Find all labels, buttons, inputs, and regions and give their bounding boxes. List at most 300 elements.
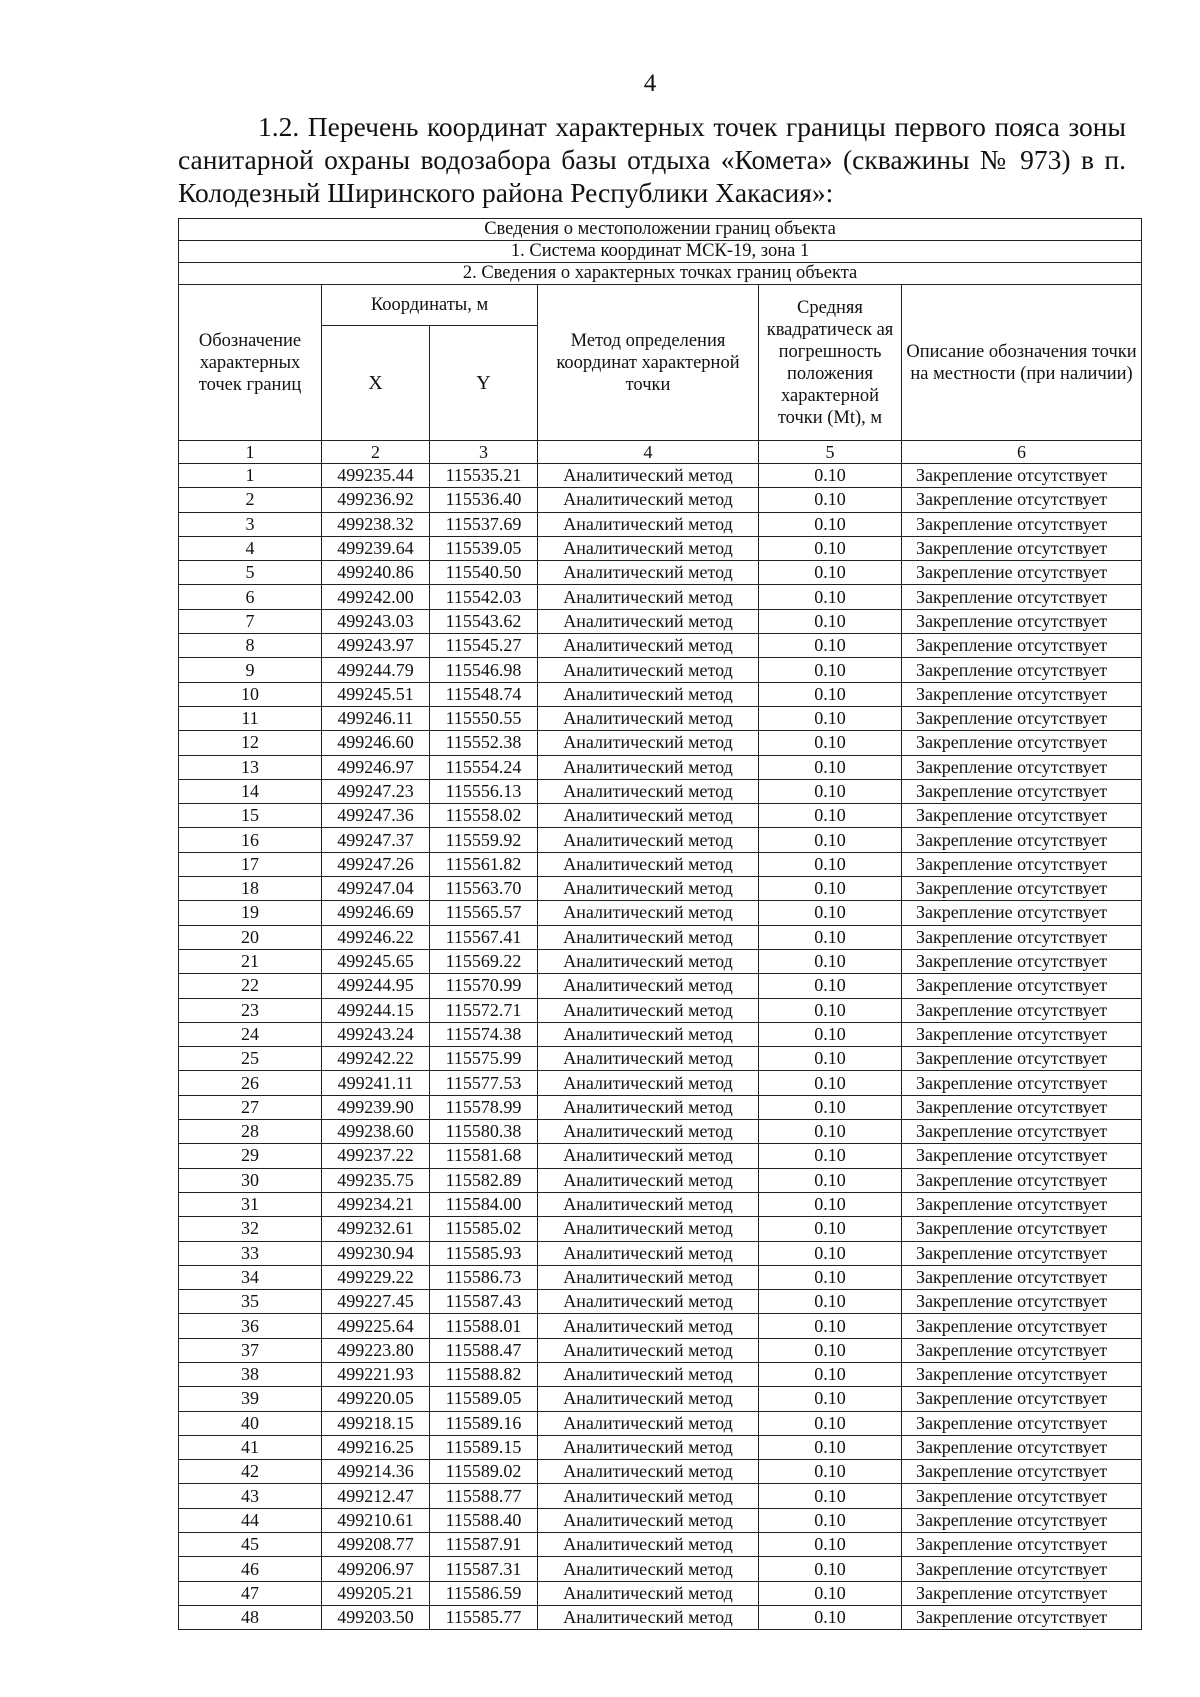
table-row: [179, 561, 1142, 585]
description-cell: Закрепление отсутствует: [902, 1290, 1142, 1314]
info-location-header: Сведения о местоположении границ объекта: [179, 219, 1142, 241]
heading-text: 1.2. Перечень координат характерных точек границы первого пояса зоны санитарной охраны водозабора базы отдыха «Комета» (скважины № 973) в п. Колодезный Ширинского района Республики Хакасия»:: [178, 111, 1126, 208]
table-row: [179, 464, 1142, 488]
method-cell: Аналитический метод: [538, 1241, 759, 1265]
description-cell: Закрепление отсутствует: [902, 1095, 1142, 1119]
y-coordinate-cell: 115586.59: [430, 1581, 538, 1605]
table-row: [179, 1192, 1142, 1216]
table-row: [179, 682, 1142, 706]
error-cell: 0.10: [759, 1411, 902, 1435]
description-cell: Закрепление отсутствует: [902, 1022, 1142, 1046]
method-cell: Аналитический метод: [538, 682, 759, 706]
method-cell: Аналитический метод: [538, 1581, 759, 1605]
table-row: [179, 1411, 1142, 1435]
point-number-cell: 18: [179, 877, 322, 901]
point-number-cell: 25: [179, 1047, 322, 1071]
table-row: [179, 1144, 1142, 1168]
error-cell: 0.10: [759, 1557, 902, 1581]
x-coordinate-cell: 499247.23: [322, 779, 430, 803]
x-coordinate-cell: 499235.75: [322, 1168, 430, 1192]
y-coordinate-cell: 115588.40: [430, 1508, 538, 1532]
method-cell: Аналитический метод: [538, 1144, 759, 1168]
y-coordinate-cell: 115587.43: [430, 1290, 538, 1314]
y-coordinate-cell: 115589.16: [430, 1411, 538, 1435]
document-heading: [178, 110, 1126, 209]
error-cell: 0.10: [759, 1192, 902, 1216]
y-coordinate-cell: 115587.31: [430, 1557, 538, 1581]
description-cell: Закрепление отсутствует: [902, 1120, 1142, 1144]
col-error-header: Средняя квадратическ ая погрешность положения характерной точки (Mt), м: [759, 285, 902, 441]
description-cell: Закрепление отсутствует: [902, 634, 1142, 658]
method-cell: Аналитический метод: [538, 804, 759, 828]
method-cell: Аналитический метод: [538, 706, 759, 730]
point-number-cell: 19: [179, 901, 322, 925]
info-coordinate-system: 1. Система координат МСК-19, зона 1: [179, 241, 1142, 263]
point-number-cell: 42: [179, 1460, 322, 1484]
table-row: [179, 1605, 1142, 1629]
method-cell: Аналитический метод: [538, 1362, 759, 1386]
description-cell: Закрепление отсутствует: [902, 925, 1142, 949]
x-coordinate-cell: 499247.36: [322, 804, 430, 828]
point-number-cell: 16: [179, 828, 322, 852]
error-cell: 0.10: [759, 731, 902, 755]
table-row: [179, 658, 1142, 682]
y-coordinate-cell: 115570.99: [430, 974, 538, 998]
point-number-cell: 6: [179, 585, 322, 609]
x-coordinate-cell: 499203.50: [322, 1605, 430, 1629]
method-cell: Аналитический метод: [538, 1605, 759, 1629]
y-coordinate-cell: 115561.82: [430, 852, 538, 876]
point-number-cell: 46: [179, 1557, 322, 1581]
x-coordinate-cell: 499205.21: [322, 1581, 430, 1605]
table-row: [179, 1095, 1142, 1119]
y-coordinate-cell: 115585.02: [430, 1217, 538, 1241]
method-cell: Аналитический метод: [538, 1022, 759, 1046]
error-cell: 0.10: [759, 706, 902, 730]
point-number-cell: 41: [179, 1435, 322, 1459]
description-cell: Закрепление отсутствует: [902, 1241, 1142, 1265]
y-coordinate-cell: 115543.62: [430, 609, 538, 633]
method-cell: Аналитический метод: [538, 609, 759, 633]
x-coordinate-cell: 499243.97: [322, 634, 430, 658]
method-cell: Аналитический метод: [538, 779, 759, 803]
method-cell: Аналитический метод: [538, 1484, 759, 1508]
table-row: [179, 609, 1142, 633]
error-cell: 0.10: [759, 901, 902, 925]
y-coordinate-cell: 115589.15: [430, 1435, 538, 1459]
point-number-cell: 10: [179, 682, 322, 706]
y-coordinate-cell: 115537.69: [430, 512, 538, 536]
description-cell: Закрепление отсутствует: [902, 1144, 1142, 1168]
x-coordinate-cell: 499229.22: [322, 1265, 430, 1289]
method-cell: Аналитический метод: [538, 949, 759, 973]
point-number-cell: 35: [179, 1290, 322, 1314]
description-cell: Закрепление отсутствует: [902, 1338, 1142, 1362]
description-cell: Закрепление отсутствует: [902, 1508, 1142, 1532]
point-number-cell: 14: [179, 779, 322, 803]
info-points-header: 2. Сведения о характерных точках границ объекта: [179, 263, 1142, 285]
description-cell: Закрепление отсутствует: [902, 1168, 1142, 1192]
error-cell: 0.10: [759, 1071, 902, 1095]
description-cell: Закрепление отсутствует: [902, 1217, 1142, 1241]
error-cell: 0.10: [759, 755, 902, 779]
point-number-cell: 23: [179, 998, 322, 1022]
table-row: [179, 1460, 1142, 1484]
error-cell: 0.10: [759, 1338, 902, 1362]
method-cell: Аналитический метод: [538, 1071, 759, 1095]
table-row: [179, 974, 1142, 998]
error-cell: 0.10: [759, 1314, 902, 1338]
x-coordinate-cell: 499216.25: [322, 1435, 430, 1459]
col-number: 4: [538, 441, 759, 464]
error-cell: 0.10: [759, 1605, 902, 1629]
point-number-cell: 39: [179, 1387, 322, 1411]
method-cell: Аналитический метод: [538, 1557, 759, 1581]
error-cell: 0.10: [759, 1168, 902, 1192]
y-coordinate-cell: 115588.47: [430, 1338, 538, 1362]
y-coordinate-cell: 115559.92: [430, 828, 538, 852]
error-cell: 0.10: [759, 682, 902, 706]
method-cell: Аналитический метод: [538, 1168, 759, 1192]
error-cell: 0.10: [759, 1460, 902, 1484]
x-coordinate-cell: 499245.65: [322, 949, 430, 973]
table-row: [179, 1338, 1142, 1362]
error-cell: 0.10: [759, 658, 902, 682]
error-cell: 0.10: [759, 1508, 902, 1532]
point-number-cell: 21: [179, 949, 322, 973]
y-coordinate-cell: 115567.41: [430, 925, 538, 949]
method-cell: Аналитический метод: [538, 488, 759, 512]
x-coordinate-cell: 499218.15: [322, 1411, 430, 1435]
y-coordinate-cell: 115588.01: [430, 1314, 538, 1338]
method-cell: Аналитический метод: [538, 998, 759, 1022]
y-coordinate-cell: 115574.38: [430, 1022, 538, 1046]
table-row: [179, 779, 1142, 803]
col-number: 6: [902, 441, 1142, 464]
x-coordinate-cell: 499214.36: [322, 1460, 430, 1484]
table-row: [179, 1484, 1142, 1508]
error-cell: 0.10: [759, 1120, 902, 1144]
x-coordinate-cell: 499236.92: [322, 488, 430, 512]
col-coords-header: Координаты, м: [322, 285, 538, 326]
error-cell: 0.10: [759, 1095, 902, 1119]
x-coordinate-cell: 499243.24: [322, 1022, 430, 1046]
description-cell: Закрепление отсутствует: [902, 1460, 1142, 1484]
y-coordinate-cell: 115563.70: [430, 877, 538, 901]
description-cell: Закрепление отсутствует: [902, 1533, 1142, 1557]
y-coordinate-cell: 115552.38: [430, 731, 538, 755]
x-coordinate-cell: 499223.80: [322, 1338, 430, 1362]
description-cell: Закрепление отсутствует: [902, 464, 1142, 488]
col-number: 5: [759, 441, 902, 464]
method-cell: Аналитический метод: [538, 755, 759, 779]
method-cell: Аналитический метод: [538, 877, 759, 901]
method-cell: Аналитический метод: [538, 536, 759, 560]
y-coordinate-cell: 115542.03: [430, 585, 538, 609]
method-cell: Аналитический метод: [538, 1290, 759, 1314]
x-coordinate-cell: 499208.77: [322, 1533, 430, 1557]
x-coordinate-cell: 499246.11: [322, 706, 430, 730]
error-cell: 0.10: [759, 1290, 902, 1314]
method-cell: Аналитический метод: [538, 585, 759, 609]
description-cell: Закрепление отсутствует: [902, 852, 1142, 876]
error-cell: 0.10: [759, 852, 902, 876]
method-cell: Аналитический метод: [538, 1217, 759, 1241]
col-number: 2: [322, 441, 430, 464]
point-number-cell: 30: [179, 1168, 322, 1192]
y-coordinate-cell: 115580.38: [430, 1120, 538, 1144]
method-cell: Аналитический метод: [538, 658, 759, 682]
x-coordinate-cell: 499206.97: [322, 1557, 430, 1581]
description-cell: Закрепление отсутствует: [902, 779, 1142, 803]
method-cell: Аналитический метод: [538, 1314, 759, 1338]
error-cell: 0.10: [759, 1387, 902, 1411]
coordinates-table: [178, 218, 1142, 1630]
description-cell: Закрепление отсутствует: [902, 1435, 1142, 1459]
y-coordinate-cell: 115589.05: [430, 1387, 538, 1411]
table-row: [179, 852, 1142, 876]
x-coordinate-cell: 499225.64: [322, 1314, 430, 1338]
x-coordinate-cell: 499242.00: [322, 585, 430, 609]
description-cell: Закрепление отсутствует: [902, 512, 1142, 536]
point-number-cell: 38: [179, 1362, 322, 1386]
x-coordinate-cell: 499245.51: [322, 682, 430, 706]
x-coordinate-cell: 499239.90: [322, 1095, 430, 1119]
x-coordinate-cell: 499244.95: [322, 974, 430, 998]
col-desc-header: Описание обозначения точки на местности (при наличии): [902, 285, 1142, 441]
method-cell: Аналитический метод: [538, 1338, 759, 1362]
description-cell: Закрепление отсутствует: [902, 536, 1142, 560]
table-row: [179, 925, 1142, 949]
description-cell: Закрепление отсутствует: [902, 585, 1142, 609]
point-number-cell: 24: [179, 1022, 322, 1046]
point-number-cell: 29: [179, 1144, 322, 1168]
x-coordinate-cell: 499241.11: [322, 1071, 430, 1095]
x-coordinate-cell: 499210.61: [322, 1508, 430, 1532]
y-coordinate-cell: 115581.68: [430, 1144, 538, 1168]
x-coordinate-cell: 499246.97: [322, 755, 430, 779]
description-cell: Закрепление отсутствует: [902, 1192, 1142, 1216]
error-cell: 0.10: [759, 1217, 902, 1241]
x-coordinate-cell: 499232.61: [322, 1217, 430, 1241]
error-cell: 0.10: [759, 1362, 902, 1386]
method-cell: Аналитический метод: [538, 1533, 759, 1557]
error-cell: 0.10: [759, 488, 902, 512]
y-coordinate-cell: 115575.99: [430, 1047, 538, 1071]
method-cell: Аналитический метод: [538, 828, 759, 852]
error-cell: 0.10: [759, 585, 902, 609]
point-number-cell: 45: [179, 1533, 322, 1557]
table-row: [179, 1217, 1142, 1241]
col-y-header: Y: [430, 326, 538, 441]
description-cell: Закрепление отсутствует: [902, 1071, 1142, 1095]
table-row: [179, 1120, 1142, 1144]
y-coordinate-cell: 115585.93: [430, 1241, 538, 1265]
y-coordinate-cell: 115578.99: [430, 1095, 538, 1119]
x-coordinate-cell: 499246.22: [322, 925, 430, 949]
table-row: [179, 1168, 1142, 1192]
point-number-cell: 22: [179, 974, 322, 998]
method-cell: Аналитический метод: [538, 901, 759, 925]
table-row: [179, 998, 1142, 1022]
description-cell: Закрепление отсутствует: [902, 1314, 1142, 1338]
y-coordinate-cell: 115582.89: [430, 1168, 538, 1192]
x-coordinate-cell: 499243.03: [322, 609, 430, 633]
page-number: 4: [643, 70, 657, 97]
col-designation-header: Обозначение характерных точек границ: [179, 285, 322, 441]
description-cell: Закрепление отсутствует: [902, 901, 1142, 925]
error-cell: 0.10: [759, 609, 902, 633]
method-cell: Аналитический метод: [538, 1508, 759, 1532]
table-row: [179, 1022, 1142, 1046]
col-x-header: X: [322, 326, 430, 441]
method-cell: Аналитический метод: [538, 1047, 759, 1071]
point-number-cell: 12: [179, 731, 322, 755]
method-cell: Аналитический метод: [538, 974, 759, 998]
x-coordinate-cell: 499242.22: [322, 1047, 430, 1071]
description-cell: Закрепление отсутствует: [902, 877, 1142, 901]
point-number-cell: 32: [179, 1217, 322, 1241]
y-coordinate-cell: 115535.21: [430, 464, 538, 488]
point-number-cell: 2: [179, 488, 322, 512]
table-row: [179, 488, 1142, 512]
description-cell: Закрепление отсутствует: [902, 682, 1142, 706]
table-row: [179, 1290, 1142, 1314]
point-number-cell: 37: [179, 1338, 322, 1362]
x-coordinate-cell: 499234.21: [322, 1192, 430, 1216]
table-row: [179, 1047, 1142, 1071]
error-cell: 0.10: [759, 464, 902, 488]
point-number-cell: 15: [179, 804, 322, 828]
description-cell: Закрепление отсутствует: [902, 998, 1142, 1022]
table-row: [179, 1581, 1142, 1605]
description-cell: Закрепление отсутствует: [902, 1411, 1142, 1435]
x-coordinate-cell: 499220.05: [322, 1387, 430, 1411]
description-cell: Закрепление отсутствует: [902, 706, 1142, 730]
error-cell: 0.10: [759, 804, 902, 828]
description-cell: Закрепление отсутствует: [902, 804, 1142, 828]
col-method-header: Метод определения координат характерной точки: [538, 285, 759, 441]
x-coordinate-cell: 499247.26: [322, 852, 430, 876]
table-row: [179, 634, 1142, 658]
y-coordinate-cell: 115540.50: [430, 561, 538, 585]
error-cell: 0.10: [759, 1144, 902, 1168]
table-row: [179, 1508, 1142, 1532]
description-cell: Закрепление отсутствует: [902, 974, 1142, 998]
x-coordinate-cell: 499212.47: [322, 1484, 430, 1508]
y-coordinate-cell: 115539.05: [430, 536, 538, 560]
method-cell: Аналитический метод: [538, 1411, 759, 1435]
error-cell: 0.10: [759, 1581, 902, 1605]
x-coordinate-cell: 499247.37: [322, 828, 430, 852]
point-number-cell: 28: [179, 1120, 322, 1144]
x-coordinate-cell: 499238.32: [322, 512, 430, 536]
point-number-cell: 43: [179, 1484, 322, 1508]
error-cell: 0.10: [759, 1022, 902, 1046]
point-number-cell: 17: [179, 852, 322, 876]
x-coordinate-cell: 499244.79: [322, 658, 430, 682]
error-cell: 0.10: [759, 949, 902, 973]
table-row: [179, 804, 1142, 828]
x-coordinate-cell: 499221.93: [322, 1362, 430, 1386]
method-cell: Аналитический метод: [538, 852, 759, 876]
error-cell: 0.10: [759, 828, 902, 852]
y-coordinate-cell: 115554.24: [430, 755, 538, 779]
error-cell: 0.10: [759, 1435, 902, 1459]
y-coordinate-cell: 115584.00: [430, 1192, 538, 1216]
error-cell: 0.10: [759, 512, 902, 536]
description-cell: Закрепление отсутствует: [902, 1387, 1142, 1411]
y-coordinate-cell: 115550.55: [430, 706, 538, 730]
table-row: [179, 949, 1142, 973]
point-number-cell: 27: [179, 1095, 322, 1119]
description-cell: Закрепление отсутствует: [902, 1047, 1142, 1071]
description-cell: Закрепление отсутствует: [902, 1362, 1142, 1386]
description-cell: Закрепление отсутствует: [902, 949, 1142, 973]
table-row: [179, 1071, 1142, 1095]
y-coordinate-cell: 115588.77: [430, 1484, 538, 1508]
point-number-cell: 4: [179, 536, 322, 560]
table-row: [179, 1533, 1142, 1557]
table-row: [179, 1387, 1142, 1411]
method-cell: Аналитический метод: [538, 1192, 759, 1216]
method-cell: Аналитический метод: [538, 1435, 759, 1459]
method-cell: Аналитический метод: [538, 731, 759, 755]
error-cell: 0.10: [759, 536, 902, 560]
point-number-cell: 47: [179, 1581, 322, 1605]
x-coordinate-cell: 499237.22: [322, 1144, 430, 1168]
table-row: [179, 585, 1142, 609]
table-row: [179, 1435, 1142, 1459]
error-cell: 0.10: [759, 1265, 902, 1289]
table-body: [179, 464, 1142, 1630]
method-cell: Аналитический метод: [538, 634, 759, 658]
x-coordinate-cell: 499235.44: [322, 464, 430, 488]
y-coordinate-cell: 115585.77: [430, 1605, 538, 1629]
method-cell: Аналитический метод: [538, 1120, 759, 1144]
error-cell: 0.10: [759, 998, 902, 1022]
description-cell: Закрепление отсутствует: [902, 1265, 1142, 1289]
method-cell: Аналитический метод: [538, 1095, 759, 1119]
description-cell: Закрепление отсутствует: [902, 731, 1142, 755]
error-cell: 0.10: [759, 877, 902, 901]
x-coordinate-cell: 499238.60: [322, 1120, 430, 1144]
error-cell: 0.10: [759, 561, 902, 585]
point-number-cell: 44: [179, 1508, 322, 1532]
point-number-cell: 48: [179, 1605, 322, 1629]
table-row: [179, 877, 1142, 901]
point-number-cell: 7: [179, 609, 322, 633]
description-cell: Закрепление отсутствует: [902, 828, 1142, 852]
point-number-cell: 13: [179, 755, 322, 779]
point-number-cell: 8: [179, 634, 322, 658]
y-coordinate-cell: 115587.91: [430, 1533, 538, 1557]
description-cell: Закрепление отсутствует: [902, 1484, 1142, 1508]
table-row: [179, 1265, 1142, 1289]
error-cell: 0.10: [759, 1241, 902, 1265]
point-number-cell: 1: [179, 464, 322, 488]
table-row: [179, 1557, 1142, 1581]
error-cell: 0.10: [759, 1047, 902, 1071]
y-coordinate-cell: 115565.57: [430, 901, 538, 925]
x-coordinate-cell: 499230.94: [322, 1241, 430, 1265]
y-coordinate-cell: 115572.71: [430, 998, 538, 1022]
error-cell: 0.10: [759, 974, 902, 998]
description-cell: Закрепление отсутствует: [902, 658, 1142, 682]
method-cell: Аналитический метод: [538, 925, 759, 949]
y-coordinate-cell: 115577.53: [430, 1071, 538, 1095]
description-cell: Закрепление отсутствует: [902, 1605, 1142, 1629]
